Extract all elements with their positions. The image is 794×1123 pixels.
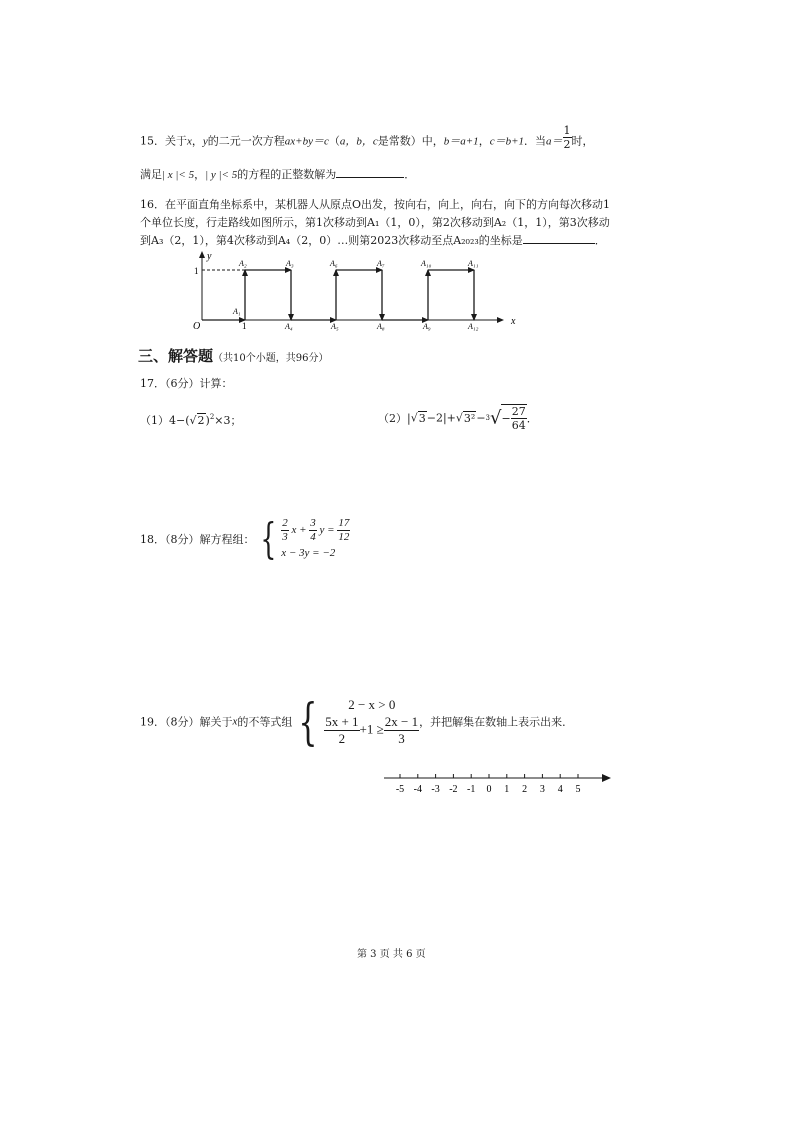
q17-part2 [378, 404, 538, 432]
q17-p1-c: ×3； [214, 414, 242, 427]
q19-frac2 [384, 714, 419, 747]
q17-p1-sup: 2 [209, 413, 215, 421]
q18-eq1 [281, 516, 350, 544]
q19-tail: ，并把解集在数轴上表示出来． [419, 715, 574, 729]
q19-head-a: 19．（8分）解关于 [140, 715, 233, 729]
q19-frac2-den: 3 [398, 731, 405, 746]
label-a3: A₃ [286, 259, 294, 268]
section3-title: 三、解答题 [138, 347, 214, 365]
q15-text-a: 15．关于 [140, 134, 187, 148]
page-footer: 第 3 页 共 6 页 [357, 949, 426, 960]
label-a6: A₆ [330, 259, 338, 268]
q15-text-h: ， [194, 168, 206, 181]
q18-eq1-y: y = [319, 524, 335, 536]
q15-a-eq: a＝ [546, 135, 563, 148]
q15-half-num: 1 [563, 124, 571, 137]
robot-path [202, 270, 474, 320]
q15-text-g: 满足 [140, 168, 162, 181]
q19-head-b: 的不等式组 [237, 715, 293, 729]
label-a12: A₁₂ [468, 322, 479, 331]
q15-equation: ax+by＝c [284, 135, 329, 148]
number-line-ticks [396, 774, 581, 795]
q15-text-d: 是常数）中， [377, 134, 444, 148]
q15-cond2: c＝b+1 [489, 135, 524, 148]
q17-head: 17．（6分）计算： [140, 377, 233, 390]
q18-eq2: x − 3y = −2 [281, 547, 336, 559]
origin-label: O [193, 321, 201, 332]
label-a5: A₅ [331, 322, 339, 331]
section3-heading [138, 345, 328, 366]
q15-line2 [140, 166, 415, 182]
q15-half-fraction [563, 124, 572, 151]
q15-text-e: ．当 [524, 134, 546, 148]
q18-frac3-num: 17 [338, 516, 350, 529]
q18 [140, 516, 350, 562]
q15-half-den: 2 [563, 138, 571, 151]
q19 [140, 692, 574, 751]
unit-y-label: 1 [194, 266, 199, 276]
q18-frac1 [281, 517, 289, 544]
label-a1: A₁ [233, 307, 241, 316]
q15-constants: a，b，c [339, 135, 378, 148]
number-line-label: -5 [395, 784, 405, 795]
number-line-label: -4 [413, 784, 422, 795]
q16-line2: 个单位长度，行走路线如图所示，第1次移动到A₁（1，0），第2次移动到A₂（1，1），第3次移动 [140, 216, 610, 229]
q16-path-diagram [185, 250, 530, 332]
q17-p2-cuberoot-body [501, 404, 526, 432]
q17-p2-radicand2: 3² [463, 411, 476, 425]
q15-text-f: 时， [571, 134, 594, 148]
q19-var-x: x [232, 715, 238, 728]
q18-frac3 [337, 517, 350, 544]
q19-frac1-num: 5x + 1 [325, 714, 359, 729]
q18-frac2-den: 4 [310, 530, 316, 543]
q15-text-b: 的二元一次方程 [207, 134, 285, 148]
q17-p2-b: −2|+ [426, 411, 456, 425]
sqrt-sign: √ [490, 407, 502, 429]
sqrt-sign: √ [410, 411, 418, 425]
label-a11: A₁₁ [468, 259, 479, 268]
q18-eq1-x: x + [291, 524, 307, 536]
q17-p2-end: ． [526, 412, 538, 425]
q19-ineq1: 2 − x > 0 [348, 697, 396, 712]
q17-p1-b: ) [205, 414, 210, 427]
y-axis-label: y [207, 251, 212, 262]
q19-ineq2 [324, 714, 419, 747]
q19-frac2-num: 2x − 1 [384, 714, 419, 729]
q16-line3-end: ． [594, 234, 606, 247]
number-line-label: 4 [557, 784, 563, 795]
q19-system [324, 696, 419, 747]
system-brace: { [298, 692, 318, 751]
section3-note: （共10个小题，共96分） [213, 353, 329, 364]
x-axis-label: x [511, 316, 516, 327]
q16-line1: 16．在平面直角坐标系中，某机器人从原点O出发，按向右，向上，向右，向下的方向每次移动1 [140, 198, 611, 211]
number-line-label: -2 [449, 784, 458, 795]
q17-p1-a: （1）4−( [140, 414, 190, 427]
q18-frac2 [309, 517, 317, 544]
q18-frac3-den: 12 [338, 530, 350, 543]
q18-system [281, 516, 350, 562]
q15-text-end: ． [404, 168, 416, 181]
number-line-label: -3 [431, 784, 440, 795]
q17-p2-c: − [476, 411, 486, 425]
q15-abs-x: | x |< 5 [162, 169, 195, 181]
q15-text-c: （ [328, 134, 340, 148]
sqrt-sign: √ [189, 414, 197, 427]
q17-p2-radicand1: 3 [418, 411, 426, 425]
number-line-label: -1 [467, 784, 476, 795]
q17-p2-neg: − [501, 412, 511, 425]
q17-p2-num: 27 [511, 405, 526, 418]
q17-part1 [140, 412, 242, 428]
q17-p2-root-index: 3 [485, 414, 490, 422]
label-a4: A₄ [285, 322, 293, 331]
label-a8: A₈ [377, 322, 385, 331]
q17-p2-fraction [511, 405, 527, 432]
q17-p2-den: 64 [511, 419, 526, 432]
q15-abs-y: | y |< 5 [205, 169, 238, 181]
number-line-label: 5 [575, 784, 581, 795]
number-line-label: 3 [539, 784, 545, 795]
q15-answer-blank[interactable] [336, 167, 404, 178]
q15-var-y: y [202, 135, 208, 148]
sqrt-sign: √ [455, 411, 463, 425]
q15-text-i: 的方程的正整数解为 [237, 168, 337, 181]
q15-comma: ， [191, 134, 203, 148]
q19-frac1 [324, 714, 359, 747]
q17-p1-radicand: 2 [197, 414, 205, 427]
q15-line1 [140, 124, 594, 151]
label-a9: A₉ [423, 322, 431, 331]
q16-line3 [140, 232, 606, 248]
number-line-label: 0 [486, 784, 492, 795]
number-line-label: 2 [522, 784, 528, 795]
q18-frac1-num: 2 [282, 516, 288, 529]
q16-answer-blank[interactable] [523, 233, 595, 244]
number-line-label: 1 [504, 784, 510, 795]
label-a10: A₁₀ [421, 259, 432, 268]
q17-p2-a: （2）| [378, 412, 411, 425]
q18-frac2-num: 3 [310, 516, 316, 529]
system-brace: { [259, 514, 276, 563]
q15-cond1: b＝a+1 [443, 135, 479, 148]
label-a7: A₇ [377, 259, 385, 268]
unit-x-label: 1 [242, 321, 247, 331]
q18-frac1-den: 3 [282, 530, 288, 543]
label-a2: A₂ [239, 259, 247, 268]
q15-sep: ， [478, 134, 490, 148]
q16-line3-text: 到A₃（2，1），第4次移动到A₄（2，0）…则第2023次移动至点A₂₀₂₃的坐标是 [140, 234, 523, 247]
q19-ineq2-mid: +1 ≥ [359, 721, 384, 737]
number-line [380, 770, 615, 796]
q19-frac1-den: 2 [338, 731, 346, 746]
q15-var-x: x [187, 135, 192, 148]
q18-head: 18．（8分）解方程组： [140, 533, 255, 546]
